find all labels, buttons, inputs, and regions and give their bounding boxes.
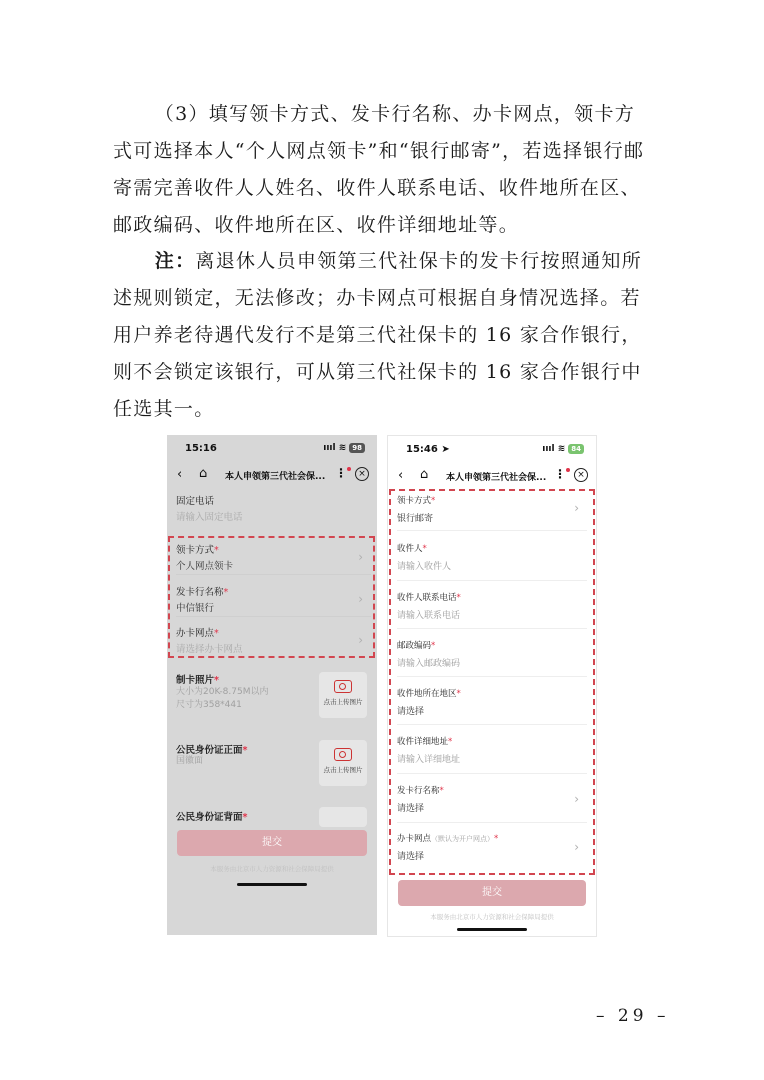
chevron-right-icon: › xyxy=(574,840,579,854)
status-time: 15:16 xyxy=(185,443,217,454)
page-number: – 29 – xyxy=(596,1006,670,1026)
right-phone-screenshot xyxy=(387,435,597,937)
address-placeholder: 请输入详细地址 xyxy=(397,755,461,765)
address-field[interactable]: 收件详细地址* 请输入详细地址 xyxy=(397,735,587,765)
id-back-upload-button[interactable] xyxy=(319,807,367,827)
recipient-phone-label: 收件人联系电话 xyxy=(397,593,457,603)
chevron-right-icon: › xyxy=(358,592,363,606)
submit-button[interactable]: 提交 xyxy=(177,830,367,856)
close-icon[interactable]: × xyxy=(574,468,588,482)
left-phone-screenshot xyxy=(167,435,377,935)
signal-wifi-icon: ıııl ≋ 84 xyxy=(542,444,584,454)
upload-label: 点击上传图片 xyxy=(323,698,363,706)
card-method-value: 银行邮寄 xyxy=(397,514,434,524)
status-bar xyxy=(406,444,584,460)
battery-icon: 98 xyxy=(349,443,365,453)
postcode-placeholder: 请输入邮政编码 xyxy=(397,659,461,669)
card-method-value: 个人网点领卡 xyxy=(176,561,234,572)
chevron-right-icon: › xyxy=(358,633,363,647)
chevron-right-icon: › xyxy=(574,501,579,515)
home-indicator xyxy=(457,928,527,931)
id-back-field: 公民身份证背面* xyxy=(176,812,248,823)
close-icon[interactable]: × xyxy=(355,467,369,481)
address-label: 收件详细地址 xyxy=(397,737,449,747)
id-front-upload-button[interactable] xyxy=(319,740,367,786)
issuing-bank-label: 发卡行名称 xyxy=(176,587,224,598)
nav-bar xyxy=(388,464,596,490)
footer-text: 本服务由北京市人力资源和社会保障局提供 xyxy=(210,865,334,873)
card-method-field[interactable]: 领卡方式* 个人网点领卡 › xyxy=(176,542,371,572)
home-icon[interactable]: ⌂ xyxy=(199,466,208,481)
home-icon[interactable]: ⌂ xyxy=(420,467,429,482)
issuing-bank-placeholder: 请选择 xyxy=(397,804,425,814)
branch-label: 办卡网点 xyxy=(397,834,432,844)
battery-icon: 84 xyxy=(568,444,584,454)
footer-text: 本服务由北京市人力资源和社会保障局提供 xyxy=(430,913,554,921)
branch-hint: （默认为开户网点） xyxy=(431,835,495,843)
district-field[interactable]: 收件地所在地区* 请选择 xyxy=(397,687,587,717)
branch-placeholder: 请选择 xyxy=(397,852,425,862)
camera-icon xyxy=(334,680,352,693)
page-title: 本人申领第三代社会保... xyxy=(225,472,326,482)
issuing-bank-field[interactable]: 发卡行名称* 请选择 › xyxy=(397,784,587,814)
branch-label: 办卡网点 xyxy=(176,628,215,639)
submit-button[interactable]: 提交 xyxy=(398,880,586,906)
camera-icon xyxy=(334,748,352,761)
recipient-field[interactable]: 收件人* 请输入收件人 xyxy=(397,542,587,572)
landline-field[interactable] xyxy=(176,493,371,523)
photo-size-hint: 大小为20K-8.75M以内 xyxy=(176,687,269,697)
note-paragraph xyxy=(113,243,653,428)
photo-dim-hint: 尺寸为358*441 xyxy=(176,700,242,710)
status-time: 15:46 ➤ xyxy=(406,444,450,455)
chevron-right-icon: › xyxy=(574,792,579,806)
postcode-field[interactable]: 邮政编码* 请输入邮政编码 xyxy=(397,639,587,669)
recipient-label: 收件人 xyxy=(397,544,423,554)
divider xyxy=(397,773,587,774)
landline-label: 固定电话 xyxy=(176,496,215,507)
upload-label: 点击上传图片 xyxy=(323,766,363,774)
status-bar xyxy=(185,443,365,459)
divider xyxy=(397,676,587,677)
divider xyxy=(397,530,587,531)
issuing-bank-value: 中信银行 xyxy=(176,603,215,614)
more-icon[interactable]: ⋮ xyxy=(335,466,347,480)
card-method-label: 领卡方式 xyxy=(397,496,432,506)
home-indicator xyxy=(237,883,307,886)
branch-field[interactable]: 办卡网点* 请选择办卡网点 › xyxy=(176,625,371,655)
photo-upload-button[interactable] xyxy=(319,672,367,718)
card-method-field[interactable]: 领卡方式* 银行邮寄 › xyxy=(397,494,587,524)
divider xyxy=(397,580,587,581)
divider xyxy=(397,628,587,629)
recipient-placeholder: 请输入收件人 xyxy=(397,562,452,572)
divider xyxy=(397,822,587,823)
instruction-paragraph: （3）填写领卡方式、发卡行名称、办卡网点，领卡方式可选择本人“个人网点领卡”和“银行邮寄”，若选择银行邮寄需完善收件人人姓名、收件人联系电话、收件地所在区、邮政编码、收件地所在区、收件详细地址等。 xyxy=(113,103,645,236)
branch-placeholder: 请选择办卡网点 xyxy=(176,644,243,655)
divider xyxy=(176,616,371,617)
landline-placeholder: 请输入固定电话 xyxy=(176,512,243,523)
postcode-label: 邮政编码 xyxy=(397,641,432,651)
recipient-phone-placeholder: 请输入联系电话 xyxy=(397,611,461,621)
recipient-phone-field[interactable]: 收件人联系电话* 请输入联系电话 xyxy=(397,591,587,621)
note-text: 离退休人员申领第三代社保卡的发卡行按照通知所述规则锁定，无法修改；办卡网点可根据自身情况选择。若用户养老待遇代发行不是第三代社保卡的 16 家合作银行，则不会锁定该银行，可从第三代社保卡的 16 家合作银行中任选其一。 xyxy=(113,250,643,420)
back-icon[interactable]: ‹ xyxy=(398,468,404,483)
id-back-label: 公民身份证背面 xyxy=(176,812,243,823)
signal-wifi-icon: ıııl ≋ 98 xyxy=(323,443,365,453)
card-method-label: 领卡方式 xyxy=(176,545,215,556)
photo-label: 制卡照片 xyxy=(176,675,215,686)
nav-bar xyxy=(167,463,377,489)
divider xyxy=(397,724,587,725)
id-front-field: 公民身份证正面* xyxy=(176,745,248,756)
note-label: 注： xyxy=(154,250,196,272)
more-icon[interactable]: ⋮ xyxy=(554,467,566,481)
branch-field[interactable]: 办卡网点（默认为开户网点）* 请选择 › xyxy=(397,832,587,862)
district-label: 收件地所在地区 xyxy=(397,689,457,699)
issuing-bank-label: 发卡行名称 xyxy=(397,786,440,796)
page-title: 本人申领第三代社会保... xyxy=(446,473,547,483)
back-icon[interactable]: ‹ xyxy=(177,467,183,482)
district-placeholder: 请选择 xyxy=(397,707,425,717)
id-front-hint: 国徽面 xyxy=(176,756,204,766)
issuing-bank-field[interactable]: 发卡行名称* 中信银行 › xyxy=(176,584,371,614)
id-front-label: 公民身份证正面 xyxy=(176,745,243,756)
divider xyxy=(176,574,371,575)
chevron-right-icon: › xyxy=(358,550,363,564)
photo-field: 制卡照片* xyxy=(176,675,219,686)
